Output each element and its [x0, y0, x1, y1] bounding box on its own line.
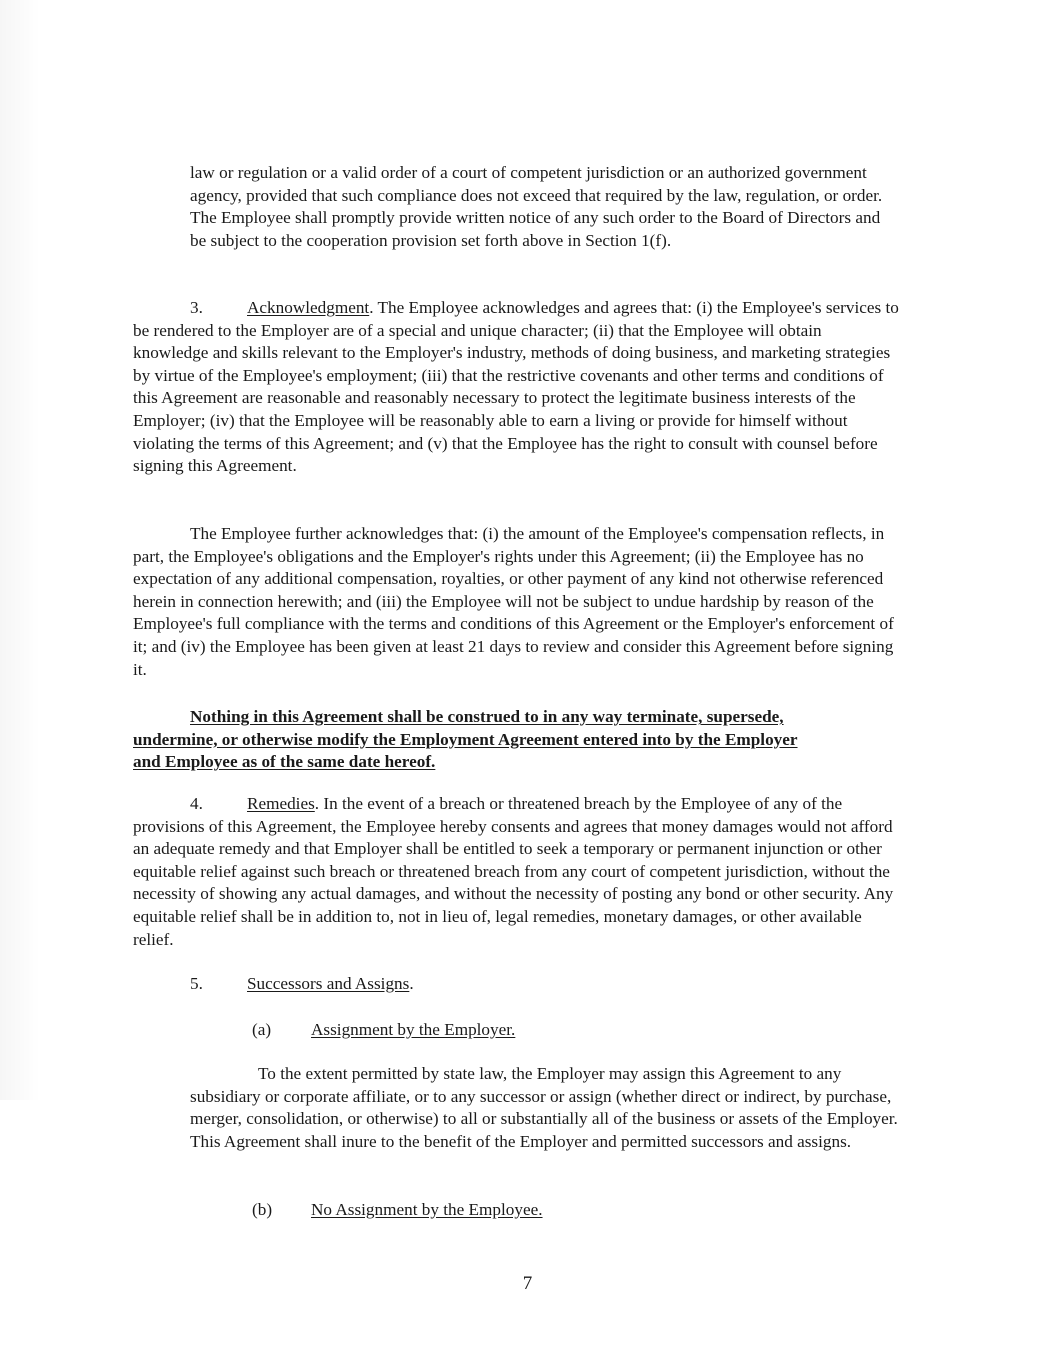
section-5-number: 5.: [190, 974, 203, 993]
section-5a-paragraph: [190, 1063, 905, 1153]
section-4-text-block: [133, 793, 900, 951]
section-4-paragraph: [133, 793, 900, 951]
section-3-text-block: [133, 297, 900, 478]
bold-notice-line-3: and Employee as of the same date hereof.: [133, 752, 436, 772]
section-5-title: Successors and Assigns: [247, 974, 410, 993]
section-5-heading: [190, 973, 900, 996]
section-5a-text: To the extent permitted by state law, the Employer may assign this Agreement to any subsidiary or corporate affiliate, or to any successor or assign (whether direct or indirect, by purchase, merger, consolidation, or otherwise) to all or substantially all of the business or assets of the Employer. This Agreement shall inure to the benefit of the Employer and permitted successors and assigns.: [190, 1064, 898, 1151]
section-5-title-suffix: .: [409, 974, 414, 993]
section-3-number: 3.: [190, 298, 203, 317]
section-3-paragraph: [133, 297, 900, 478]
section-5a-title: Assignment by the Employer.: [311, 1020, 516, 1039]
section-5b-heading: [252, 1199, 902, 1222]
section-3-title: Acknowledgment: [247, 298, 370, 317]
intro-paragraph-text: law or regulation or a valid order of a court of competent jurisdiction or an authorized government agency, provided that such compliance does not exceed that required by the law, regulation, or order. The Employee shall promptly provide written notice of any such order to the Board of Directors and be subject to the cooperation provision set forth above in Section 1(f).: [190, 163, 883, 250]
section-3-further-paragraph: [133, 523, 900, 681]
bold-notice-line-2: undermine, or otherwise modify the Employment Agreement entered into by the Employer: [133, 729, 798, 749]
bold-notice-paragraph: [133, 706, 923, 774]
section-3-text: . The Employee acknowledges and agrees that: (i) the Employee's services to be rendered to the Employer are of a special and unique character; (ii) that the Employee will obtain knowledge and skills relevant to the Employer's industry, methods of doing business, and marketing strategies by virtue of the Employee's employment; (iii) that the restrictive covenants and other terms and conditions of this Agreement are reasonable and reasonably necessary to protect the legitimate business interests of the Employer; (iv) that the Employee will be reasonably able to earn a living or provide for himself without violating the terms of this Agreement; and (v) that the Employee has the right to consult with counsel before signing this Agreement.: [133, 298, 899, 476]
section-5b-title: No Assignment by the Employee.: [311, 1200, 543, 1219]
section-5a-label: (a): [252, 1020, 272, 1039]
section-5b-label: (b): [252, 1200, 273, 1219]
section-5a-heading: [252, 1019, 902, 1042]
intro-paragraph: [190, 162, 900, 252]
section-4-title: Remedies: [247, 794, 315, 813]
bold-notice-line-1: Nothing in this Agreement shall be construed to in any way terminate, supersede,: [190, 707, 784, 726]
section-4-number: 4.: [190, 794, 203, 813]
page-number: 7: [522, 1273, 533, 1294]
section-4-text: . In the event of a breach or threatened breach by the Employee of any of the provisions of this Agreement, the Employee hereby consents and agrees that money damages would not afford an adequate remedy and that Employer shall be entitled to seek a temporary or permanent injunction or other equitable relief against such breach or threatened breach from any court of competent jurisdiction, without the necessity of showing any actual damages, and without the necessity of posting any bond or other security. Any equitable relief shall be in addition to, not in lieu of, legal remedies, monetary damages, or other available relief.: [133, 794, 894, 949]
section-3-further-text: The Employee further acknowledges that: (i) the amount of the Employee's compensation reflects, in part, the Employee's obligations and the Employer's rights under this Agreement; (ii) the Employee has no expectation of any additional compensation, royalties, or other payment of any kind not otherwise referenced herein in connection herewith; and (iii) the Employee will not be subject to undue hardship by reason of the Employee's full compliance with the terms and conditions of this Agreement or the Employer's enforcement of it; and (iv) the Employee has been given at least 21 days to review and consider this Agreement before signing it.: [133, 524, 894, 679]
